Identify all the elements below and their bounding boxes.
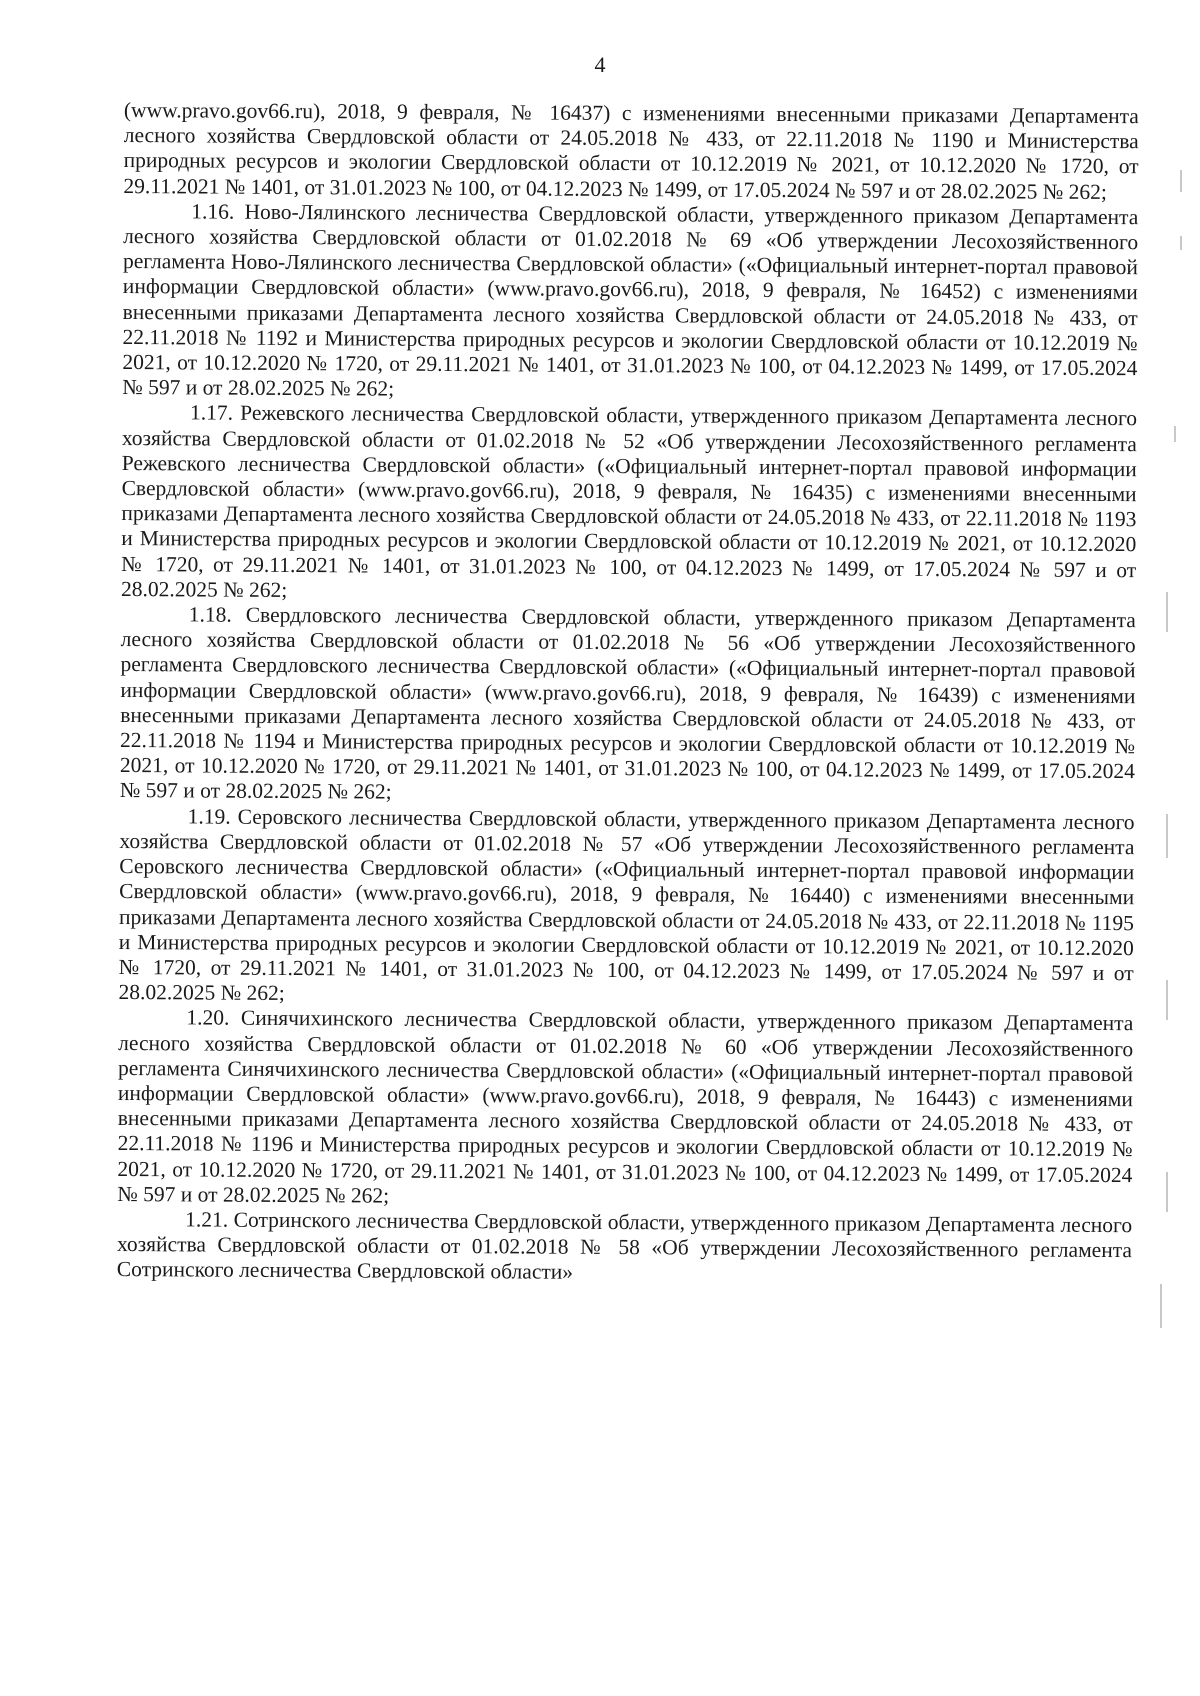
page-number: 4 (594, 52, 606, 77)
scan-artifact (1180, 170, 1182, 192)
document-body (117, 98, 1139, 1289)
paragraph-item-1-19: 1.19. Серовского лесничества Свердловской области, утвержденного приказом Департамента лесного хозяйства Свердловской области от 01.02.2018 № 57 «Об утверждении Лесохозяйственного регламента Серовского лесничества Свердловской области» («Официальный интернет-портал правовой информации Свердловской области» (www.pravo.gov66.ru), 2018, 9 февраля, № 16440) с изменениями внесенными приказами Департамента лесного хозяйства Свердловской области от 24.05.2018 № 433, от 22.11.2018 № 1195 и Министерства природных ресурсов и экологии Свердловской области от 10.12.2019 № 2021, от 10.12.2020 № 1720, от 29.11.2021 № 1401, от 31.01.2023 № 100, от 04.12.2023 № 1499, от 17.05.2024 № 597 и от 28.02.2025 № 262; (118, 804, 1135, 1006)
paragraph-item-1-20: 1.20. Синячихинского лесничества Свердловской области, утвержденного приказом Департамента лесного хозяйства Свердловской области от 01.02.2018 № 60 «Об утверждении Лесохозяйственного регламента Синячихинского лесничества Свердловской области» («Официальный интернет-портал правовой информации Свердловской области» (www.pravo.gov66.ru), 2018, 9 февраля, № 16443) с изменениями внесенными приказами Департамента лесного хозяйства Свердловской области от 24.05.2018 № 433, от 22.11.2018 № 1196 и Министерства природных ресурсов и экологии Свердловской области от 10.12.2019 № 2021, от 10.12.2020 № 1720, от 29.11.2021 № 1401, от 31.01.2023 № 100, от 04.12.2023 № 1499, от 17.05.2024 № 597 и от 28.02.2025 № 262; (117, 1005, 1134, 1208)
paragraph-item-1-17: 1.17. Режевского лесничества Свердловской области, утвержденного приказом Департамента лесного хозяйства Свердловской области от 01.02.2018 № 52 «Об утверждении Лесохозяйственного регламента Режевского лесничества Свердловской области» («Официальный интернет-портал правовой информации Свердловской области» (www.pravo.gov66.ru), 2018, 9 февраля, № 16435) с изменениями внесенными приказами Департамента лесного хозяйства Свердловской области от 24.05.2018 № 433, от 22.11.2018 № 1193 и Министерства природных ресурсов и экологии Свердловской области от 10.12.2019 № 2021, от 10.12.2020 № 1720, от 29.11.2021 № 1401, от 31.01.2023 № 100, от 04.12.2023 № 1499, от 17.05.2024 № 597 и от 28.02.2025 № 262; (120, 400, 1138, 602)
scan-artifact (1166, 1172, 1168, 1212)
paragraph-item-1-16: 1.16. Ново-Лялинского лесничества Свердловской области, утвержденного приказом Департамента лесного хозяйства Свердловской области от 01.02.2018 № 69 «Об утверждении Лесохозяйственного регламента Ново-Лялинского лесничества Свердловской области» («Официальный интернет-портал правовой информации Свердловской области» (www.pravo.gov66.ru), 2018, 9 февраля, № 16452) с изменениями внесенными приказами Департамента лесного хозяйства Свердловской области от 24.05.2018 № 433, от 22.11.2018 № 1192 и Министерства природных ресурсов и экологии Свердловской области от 10.12.2019 № 2021, от 10.12.2020 № 1720, от 29.11.2021 № 1401, от 31.01.2023 № 100, от 04.12.2023 № 1499, от 17.05.2024 № 597 и от 28.02.2025 № 262; (122, 199, 1139, 401)
scan-artifact (1166, 980, 1168, 1020)
scan-artifact (1174, 426, 1176, 442)
paragraph-continuation: (www.pravo.gov66.ru), 2018, 9 февраля, № 16437) с изменениями внесенными приказами Департамента лесного хозяйства Свердловской области от 24.05.2018 № 433, от 22.11.2018 № 1190 и Министерства природных ресурсов и экологии Свердловской области от 10.12.2019 № 2021, от 10.12.2020 № 1720, от 29.11.2021 № 1401, от 31.01.2023 № 100, от 04.12.2023 № 1499, от 17.05.2024 № 597 и от 28.02.2025 № 262; (123, 98, 1139, 204)
scan-artifact (1160, 1284, 1162, 1328)
paragraph-item-1-18: 1.18. Свердловского лесничества Свердловской области, утвержденного приказом Департамента лесного хозяйства Свердловской области от 01.02.2018 № 56 «Об утверждении Лесохозяйственного регламента Свердловского лесничества Свердловской области» («Официальный интернет-портал правовой информации Свердловской области» (www.pravo.gov66.ru), 2018, 9 февраля, № 16439) с изменениями внесенными приказами Департамента лесного хозяйства Свердловской области от 24.05.2018 № 433, от 22.11.2018 № 1194 и Министерства природных ресурсов и экологии Свердловской области от 10.12.2019 № 2021, от 10.12.2020 № 1720, от 29.11.2021 № 1401, от 31.01.2023 № 100, от 04.12.2023 № 1499, от 17.05.2024 № 597 и от 28.02.2025 № 262; (119, 602, 1136, 805)
paragraph-item-1-21: 1.21. Сотринского лесничества Свердловской области, утвержденного приказом Департамента лесного хозяйства Свердловской области от 01.02.2018 № 58 «Об утверждении Лесохозяйственного регламента Сотринского лесничества Свердловской области» (116, 1207, 1133, 1285)
scan-artifact (1166, 814, 1168, 858)
scan-artifact (1180, 236, 1182, 250)
scan-artifact (1166, 592, 1168, 632)
